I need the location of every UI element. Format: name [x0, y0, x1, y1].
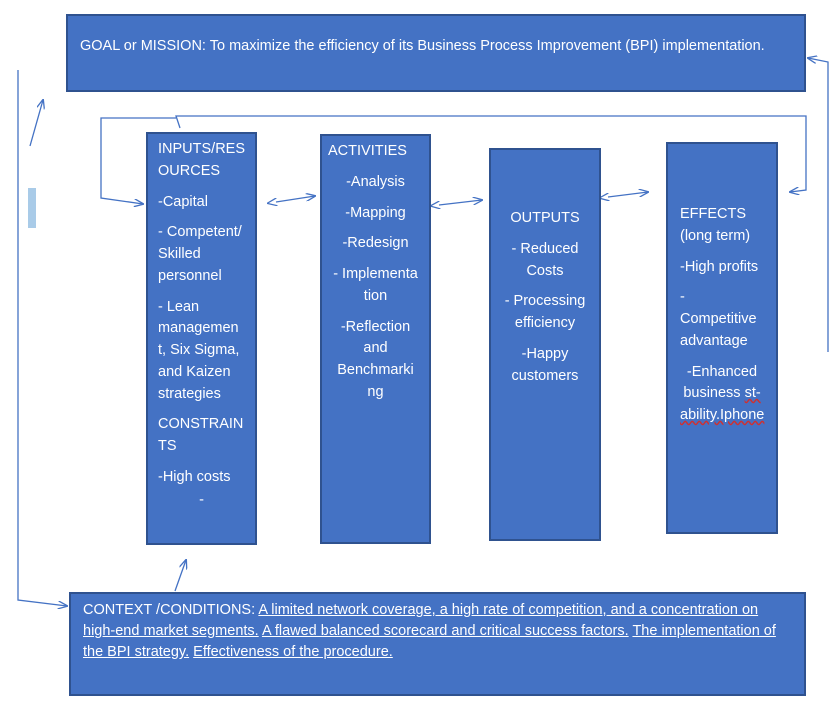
effects-item-last-prefix: -Enhanced business — [683, 363, 758, 402]
activities-box — [320, 134, 431, 544]
outputs-item: -Happy customers — [511, 345, 579, 384]
effects-heading: EFFECTS (long term) — [680, 206, 751, 244]
inputs-heading: INPUTS/RES OURCES — [158, 141, 246, 179]
activities-item: -Mapping — [345, 204, 406, 221]
outputs-item: - Processing efficiency — [504, 293, 586, 331]
constraints-item: - — [199, 491, 204, 508]
inputs-activities-arrow — [276, 196, 315, 202]
context-sentence-1: A limited network coverage, a high rate of competition, and a concentration on high-end market segments. — [83, 602, 759, 640]
context-sentence-4: Effectiveness of the procedure. — [193, 644, 393, 661]
effects-item-last — [680, 362, 764, 427]
context-sentence-2: A flawed balanced scorecard and critical success factors. — [261, 623, 629, 640]
effects-item-last-squiggle: st-ability.Iphone — [680, 385, 765, 423]
constraints-heading: CONSTRAIN TS — [158, 416, 244, 454]
left-goal-arrow — [30, 100, 43, 146]
context-box — [69, 592, 806, 696]
outputs-effects-arrow — [608, 192, 648, 197]
activities-item: - Implementa tion — [333, 266, 418, 304]
left-context-line — [18, 70, 67, 606]
effects-item: -High profits — [680, 258, 759, 275]
activities-outputs-arrow — [439, 200, 482, 205]
effects-item: - Competitive advantage — [680, 289, 757, 349]
side-marker — [28, 188, 36, 228]
inputs-item: - Lean managemen t, Six Sigma, and Kaizen strategies — [158, 298, 240, 402]
goal-box — [66, 14, 806, 92]
context-sentence-3: The implementation of the BPI strategy. — [83, 623, 776, 661]
activities-item: -Reflection and Benchmarki ng — [337, 318, 414, 400]
context-inputs-arrow — [175, 560, 186, 591]
effects-box — [666, 142, 778, 534]
activities-item: -Redesign — [342, 235, 409, 252]
inputs-box — [146, 132, 257, 545]
right-return-line — [808, 58, 828, 352]
inputs-item: -Capital — [158, 193, 208, 210]
outputs-box — [489, 148, 601, 541]
activities-item: -Analysis — [346, 173, 405, 190]
outputs-item: - Reduced Costs — [511, 240, 579, 279]
activities-heading: ACTIVITIES — [328, 143, 407, 159]
goal-text: GOAL or MISSION: To maximize the efficiency of its Business Process Improvement (BPI) implementation. — [80, 38, 765, 54]
context-label: CONTEXT /CONDITIONS: — [83, 602, 259, 618]
outputs-heading: OUTPUTS — [510, 210, 580, 226]
inputs-item: - Competent/ Skilled personnel — [158, 224, 242, 284]
constraints-item: -High costs — [158, 468, 231, 485]
